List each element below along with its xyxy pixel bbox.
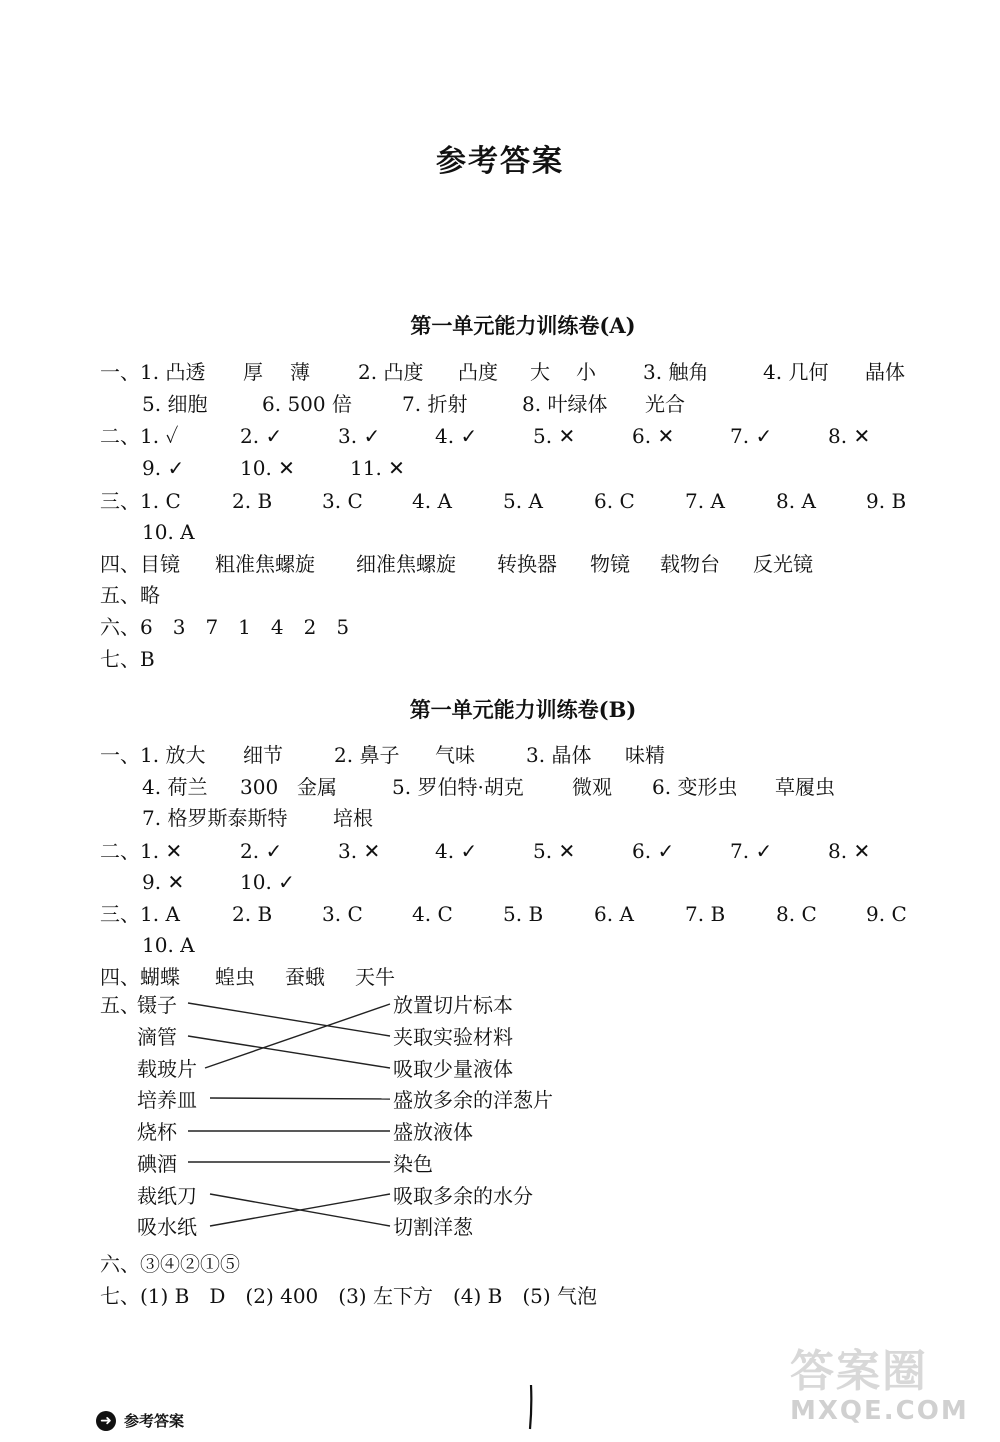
answer-text: 11. ✕ (350, 456, 405, 480)
answer-text: 天牛 (355, 965, 395, 989)
match-right-item: 盛放液体 (393, 1120, 473, 1144)
answer-text: 8. ✕ (828, 839, 871, 863)
match-left-item: 镊子 (137, 993, 177, 1017)
answer-text: 载物台 (660, 552, 720, 576)
answer-text: 4. ✓ (435, 424, 478, 448)
answer-text: 蝗虫 (215, 965, 255, 989)
answer-text: 四、目镜 (100, 552, 180, 576)
match-line (188, 1003, 390, 1036)
answer-text: 一、1. 放大 (100, 743, 206, 767)
match-left-item: 吸水纸 (137, 1215, 197, 1239)
answer-text: 二、1. ✕ (100, 839, 183, 863)
b-q3-line2: 10. A (142, 933, 195, 957)
answer-text: 5. B (503, 902, 544, 926)
watermark-url: MXQE.COM (790, 1396, 969, 1426)
a-q5-line: 五、略 (100, 583, 160, 607)
answer-text: 三、1. C (100, 489, 181, 513)
answer-text: 7. ✓ (730, 424, 773, 448)
answer-text: 3. C (322, 489, 363, 513)
answer-text: 气味 (435, 743, 475, 767)
answer-text: 反光镜 (753, 552, 813, 576)
match-right-item: 放置切片标本 (393, 993, 513, 1017)
answer-text: 5. 罗伯特·胡克 (392, 775, 524, 799)
answer-text: 4. 荷兰 (142, 775, 208, 799)
answer-text: 粗准焦螺旋 (215, 552, 315, 576)
answer-text: 5. ✕ (533, 839, 576, 863)
answer-text: 4. 几何 (763, 360, 829, 384)
answer-text: 3. ✕ (338, 839, 381, 863)
answer-text: 2. 鼻子 (334, 743, 400, 767)
answer-text: 6. ✓ (632, 839, 675, 863)
footer-label: 参考答案 (124, 1412, 185, 1430)
answer-text: 四、蝴蝶 (100, 965, 180, 989)
answer-text: 7. ✓ (730, 839, 773, 863)
watermark-logo (790, 1348, 990, 1434)
a-q7-line: 七、B (100, 647, 155, 671)
answer-text: 10. ✓ (240, 870, 295, 894)
answer-text: 微观 (572, 775, 612, 799)
match-line (205, 1004, 390, 1068)
answer-text: 6. ✕ (632, 424, 675, 448)
answer-text: 6. C (594, 489, 635, 513)
answer-text: 蚕蛾 (285, 965, 325, 989)
page-title: 参考答案 (436, 144, 564, 179)
match-left-item: 烧杯 (137, 1120, 177, 1144)
answer-text: 6. 500 倍 (262, 392, 352, 416)
match-line (210, 1098, 390, 1099)
answer-text: 薄 (290, 360, 310, 384)
answer-text: 凸度 (458, 360, 498, 384)
match-right-item: 吸取多余的水分 (393, 1184, 533, 1208)
answer-text: 7. A (685, 489, 725, 513)
answer-text: 300 (240, 775, 279, 799)
match-right-item: 染色 (393, 1152, 433, 1176)
answer-text: 8. A (776, 489, 816, 513)
answer-text: 7. 格罗斯泰斯特 (142, 806, 288, 830)
answer-text: 4. C (412, 902, 453, 926)
match-right-item: 盛放多余的洋葱片 (393, 1088, 553, 1112)
answer-text: 味精 (625, 743, 665, 767)
page-number-mark (528, 1383, 534, 1431)
answer-text: 8. 叶绿体 (522, 392, 608, 416)
answer-text: 9. ✓ (142, 456, 185, 480)
answer-text: 9. B (866, 489, 907, 513)
answer-text: 2. 凸度 (358, 360, 424, 384)
answer-text: 细节 (243, 743, 283, 767)
a-q6-line: 六、6 3 7 1 4 2 5 (100, 615, 350, 639)
answer-text: 三、1. A (100, 902, 180, 926)
b-q7-line: 七、(1) B D (2) 400 (3) 左下方 (4) B (5) 气泡 (100, 1284, 598, 1308)
match-left-item: 培养皿 (137, 1088, 197, 1112)
answer-text: 8. C (776, 902, 817, 926)
answer-text: 2. ✓ (240, 424, 283, 448)
match-left-item: 载玻片 (137, 1057, 197, 1081)
answer-text: 3. 触角 (643, 360, 709, 384)
answer-text: 3. 晶体 (526, 743, 592, 767)
answer-text: 厚 (243, 360, 263, 384)
match-left-item: 滴管 (137, 1025, 177, 1049)
section-b-heading: 第一单元能力训练卷(B) (409, 697, 637, 722)
answer-text: 6. A (594, 902, 634, 926)
answer-text: 3. ✓ (338, 424, 381, 448)
b-q5-prefix: 五、 (100, 993, 140, 1017)
answer-text: 4. A (412, 489, 452, 513)
answer-text: 2. ✓ (240, 839, 283, 863)
match-right-item: 切割洋葱 (393, 1215, 473, 1239)
answer-text: 9. C (866, 902, 907, 926)
answer-text: 9. ✕ (142, 870, 185, 894)
answer-text: 6. 变形虫 (652, 775, 738, 799)
answer-text: 草履虫 (775, 775, 835, 799)
answer-text: 10. ✕ (240, 456, 295, 480)
match-left-item: 裁纸刀 (137, 1184, 197, 1208)
b-q6-line: 六、③④②①⑤ (100, 1252, 240, 1276)
answer-text: 培根 (333, 806, 373, 830)
answer-text: 5. 细胞 (142, 392, 208, 416)
answer-text: 3. C (322, 902, 363, 926)
answer-text: 8. ✕ (828, 424, 871, 448)
answer-text: 一、1. 凸透 (100, 360, 206, 384)
answer-text: 5. A (503, 489, 543, 513)
arrow-right-icon: ➜ (96, 1411, 116, 1431)
answer-text: 金属 (297, 775, 337, 799)
answer-text: 7. 折射 (402, 392, 468, 416)
answer-text: 2. B (232, 489, 273, 513)
watermark-text: 答案圈 (790, 1346, 928, 1397)
match-right-item: 吸取少量液体 (393, 1057, 513, 1081)
answer-text: 转换器 (497, 552, 557, 576)
answer-text: 7. B (685, 902, 726, 926)
answer-text: 光合 (645, 392, 685, 416)
answer-text: 二、1. ✓ (100, 424, 179, 448)
answer-text: 细准焦螺旋 (356, 552, 456, 576)
section-a-heading: 第一单元能力训练卷(A) (410, 313, 636, 338)
answer-text: 4. ✓ (435, 839, 478, 863)
answer-text: 大 (530, 360, 550, 384)
answer-text: 小 (576, 360, 596, 384)
match-right-item: 夹取实验材料 (393, 1025, 513, 1049)
a-q3-line2: 10. A (142, 520, 195, 544)
answer-text: 物镜 (590, 552, 630, 576)
answer-text: 2. B (232, 902, 273, 926)
match-left-item: 碘酒 (137, 1152, 177, 1176)
footer (96, 1410, 184, 1431)
answer-text: 5. ✕ (533, 424, 576, 448)
answer-text: 晶体 (865, 360, 905, 384)
